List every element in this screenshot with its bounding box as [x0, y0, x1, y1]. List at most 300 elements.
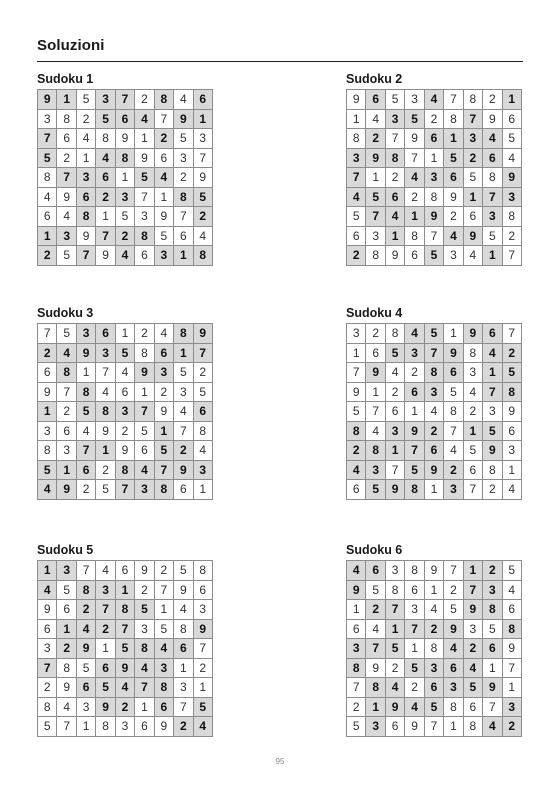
sudoku-row: [38, 678, 213, 698]
sudoku-cell: 8: [96, 402, 115, 422]
sudoku-cell: 1: [463, 187, 482, 207]
sudoku-cell: 8: [347, 658, 366, 678]
sudoku-cell: 8: [57, 363, 76, 383]
sudoku-cell: 3: [57, 226, 76, 246]
sudoku-cell: 5: [405, 658, 424, 678]
sudoku-cell: 5: [57, 580, 76, 600]
sudoku-cell: 9: [405, 421, 424, 441]
sudoku-cell: 7: [76, 246, 95, 266]
sudoku-cell: 6: [193, 402, 213, 422]
sudoku-cell: 2: [366, 324, 385, 344]
sudoku-row: [347, 324, 522, 344]
sudoku-cell: 5: [38, 148, 57, 168]
sudoku-cell: 8: [483, 460, 502, 480]
sudoku-cell: 1: [405, 402, 424, 422]
sudoku-cell: 6: [347, 480, 366, 500]
sudoku-cell: 2: [38, 678, 57, 698]
sudoku-cell: 4: [405, 168, 424, 188]
sudoku-cell: 7: [38, 658, 57, 678]
sudoku-cell: 9: [366, 658, 385, 678]
sudoku-cell: 2: [405, 187, 424, 207]
sudoku-cell: 9: [502, 168, 522, 188]
sudoku-cell: 1: [193, 109, 213, 129]
sudoku-cell: 3: [424, 168, 443, 188]
sudoku-solution-4: [346, 306, 522, 500]
sudoku-cell: 3: [366, 460, 385, 480]
sudoku-cell: 8: [96, 717, 115, 737]
sudoku-cell: 7: [463, 109, 482, 129]
sudoku-cell: 4: [366, 109, 385, 129]
sudoku-cell: 2: [463, 402, 482, 422]
sudoku-cell: 8: [193, 421, 213, 441]
sudoku-cell: 3: [444, 480, 463, 500]
sudoku-cell: 9: [385, 480, 404, 500]
sudoku-cell: 2: [135, 324, 154, 344]
sudoku-cell: 1: [502, 678, 522, 698]
sudoku-cell: 7: [135, 402, 154, 422]
sudoku-cell: 9: [405, 129, 424, 149]
sudoku-cell: 5: [193, 187, 213, 207]
sudoku-cell: 5: [76, 90, 95, 110]
sudoku-cell: 6: [57, 421, 76, 441]
sudoku-cell: 1: [347, 109, 366, 129]
sudoku-cell: 1: [135, 697, 154, 717]
sudoku-cell: 3: [135, 480, 154, 500]
sudoku-cell: 8: [115, 460, 134, 480]
sudoku-cell: 6: [115, 561, 134, 581]
sudoku-cell: 7: [115, 90, 134, 110]
sudoku-cell: 6: [502, 421, 522, 441]
sudoku-cell: 3: [96, 580, 115, 600]
sudoku-cell: 5: [463, 441, 482, 461]
sudoku-cell: 6: [174, 226, 193, 246]
sudoku-title: Sudoku 4: [346, 306, 403, 320]
sudoku-cell: 7: [424, 226, 443, 246]
sudoku-cell: 7: [463, 580, 482, 600]
sudoku-cell: 5: [193, 697, 213, 717]
sudoku-cell: 2: [193, 363, 213, 383]
sudoku-cell: 4: [38, 480, 57, 500]
sudoku-cell: 8: [502, 207, 522, 227]
sudoku-row: [38, 226, 213, 246]
sudoku-cell: 9: [424, 561, 443, 581]
sudoku-cell: 1: [76, 717, 95, 737]
sudoku-cell: 4: [76, 619, 95, 639]
sudoku-cell: 4: [463, 382, 482, 402]
sudoku-grid: [346, 323, 522, 500]
sudoku-cell: 4: [154, 324, 173, 344]
sudoku-cell: 5: [366, 187, 385, 207]
sudoku-cell: 3: [174, 678, 193, 698]
sudoku-cell: 4: [76, 421, 95, 441]
sudoku-cell: 3: [193, 460, 213, 480]
sudoku-row: [347, 382, 522, 402]
sudoku-cell: 2: [154, 382, 173, 402]
sudoku-cell: 8: [115, 600, 134, 620]
sudoku-cell: 5: [385, 343, 404, 363]
sudoku-cell: 3: [463, 619, 482, 639]
sudoku-solution-3: [37, 306, 213, 500]
sudoku-cell: 2: [347, 697, 366, 717]
sudoku-cell: 3: [405, 600, 424, 620]
sudoku-cell: 6: [463, 697, 482, 717]
sudoku-cell: 2: [483, 561, 502, 581]
sudoku-grid: [346, 560, 522, 737]
sudoku-cell: 2: [424, 619, 443, 639]
sudoku-grid: [346, 89, 522, 266]
sudoku-cell: 6: [193, 90, 213, 110]
sudoku-cell: 2: [193, 658, 213, 678]
sudoku-cell: 2: [115, 421, 134, 441]
sudoku-cell: 7: [424, 717, 443, 737]
sudoku-cell: 4: [385, 678, 404, 698]
sudoku-cell: 1: [193, 678, 213, 698]
sudoku-cell: 2: [174, 168, 193, 188]
sudoku-cell: 5: [135, 168, 154, 188]
sudoku-cell: 5: [405, 460, 424, 480]
sudoku-cell: 9: [154, 402, 173, 422]
sudoku-cell: 6: [38, 207, 57, 227]
sudoku-cell: 8: [424, 639, 443, 659]
sudoku-cell: 3: [347, 148, 366, 168]
sudoku-cell: 8: [444, 109, 463, 129]
sudoku-row: [347, 187, 522, 207]
sudoku-cell: 4: [135, 658, 154, 678]
sudoku-cell: 5: [347, 717, 366, 737]
sudoku-cell: 9: [193, 324, 213, 344]
sudoku-cell: 6: [135, 717, 154, 737]
sudoku-cell: 9: [347, 580, 366, 600]
sudoku-cell: 3: [38, 639, 57, 659]
sudoku-cell: 6: [135, 246, 154, 266]
sudoku-cell: 5: [502, 363, 522, 383]
sudoku-cell: 9: [463, 600, 482, 620]
sudoku-cell: 7: [347, 363, 366, 383]
sudoku-cell: 8: [483, 168, 502, 188]
sudoku-cell: 9: [76, 343, 95, 363]
sudoku-cell: 6: [483, 324, 502, 344]
sudoku-cell: 1: [366, 382, 385, 402]
sudoku-cell: 5: [154, 226, 173, 246]
sudoku-row: [38, 363, 213, 383]
sudoku-cell: 2: [463, 148, 482, 168]
sudoku-row: [38, 480, 213, 500]
sudoku-cell: 3: [154, 658, 173, 678]
sudoku-cell: 7: [444, 421, 463, 441]
sudoku-cell: 9: [135, 148, 154, 168]
sudoku-cell: 4: [483, 129, 502, 149]
sudoku-title: Sudoku 1: [37, 72, 94, 86]
sudoku-row: [38, 129, 213, 149]
sudoku-cell: 4: [366, 421, 385, 441]
sudoku-solution-1: [37, 72, 213, 266]
sudoku-cell: 4: [115, 246, 134, 266]
sudoku-cell: 8: [502, 382, 522, 402]
sudoku-cell: 2: [57, 402, 76, 422]
sudoku-cell: 9: [96, 246, 115, 266]
sudoku-row: [38, 717, 213, 737]
sudoku-cell: 9: [76, 226, 95, 246]
sudoku-cell: 4: [38, 580, 57, 600]
sudoku-cell: 8: [366, 441, 385, 461]
sudoku-cell: 6: [154, 343, 173, 363]
sudoku-cell: 1: [385, 441, 404, 461]
sudoku-cell: 6: [57, 600, 76, 620]
sudoku-cell: 5: [96, 109, 115, 129]
sudoku-cell: 8: [385, 324, 404, 344]
sudoku-cell: 4: [174, 600, 193, 620]
sudoku-row: [38, 600, 213, 620]
sudoku-cell: 5: [385, 639, 404, 659]
sudoku-cell: 1: [405, 207, 424, 227]
sudoku-cell: 6: [502, 600, 522, 620]
sudoku-cell: 1: [193, 480, 213, 500]
sudoku-grid: [37, 323, 213, 500]
sudoku-cell: 8: [405, 561, 424, 581]
sudoku-cell: 8: [154, 480, 173, 500]
sudoku-cell: 5: [502, 129, 522, 149]
sudoku-cell: 1: [483, 246, 502, 266]
sudoku-cell: 8: [347, 421, 366, 441]
sudoku-cell: 9: [424, 460, 443, 480]
sudoku-cell: 9: [405, 717, 424, 737]
sudoku-cell: 3: [76, 168, 95, 188]
sudoku-row: [347, 246, 522, 266]
sudoku-cell: 4: [502, 580, 522, 600]
sudoku-cell: 7: [154, 580, 173, 600]
sudoku-cell: 4: [96, 148, 115, 168]
sudoku-cell: 6: [174, 639, 193, 659]
sudoku-cell: 5: [483, 226, 502, 246]
sudoku-cell: 5: [154, 619, 173, 639]
sudoku-cell: 3: [502, 187, 522, 207]
sudoku-cell: 8: [424, 363, 443, 383]
sudoku-cell: 3: [347, 324, 366, 344]
sudoku-cell: 9: [463, 226, 482, 246]
sudoku-cell: 1: [366, 168, 385, 188]
sudoku-cell: 3: [193, 129, 213, 149]
sudoku-row: [347, 697, 522, 717]
sudoku-cell: 6: [444, 363, 463, 383]
sudoku-cell: 4: [96, 561, 115, 581]
sudoku-cell: 7: [366, 207, 385, 227]
sudoku-cell: 1: [502, 90, 522, 110]
sudoku-row: [38, 639, 213, 659]
sudoku-cell: 2: [502, 343, 522, 363]
sudoku-cell: 3: [463, 129, 482, 149]
sudoku-cell: 3: [38, 109, 57, 129]
sudoku-cell: 9: [193, 619, 213, 639]
sudoku-cell: 3: [502, 697, 522, 717]
sudoku-cell: 1: [424, 148, 443, 168]
sudoku-cell: 5: [444, 382, 463, 402]
sudoku-cell: 7: [193, 148, 213, 168]
sudoku-cell: 9: [502, 402, 522, 422]
sudoku-cell: 4: [174, 402, 193, 422]
sudoku-cell: 4: [405, 697, 424, 717]
sudoku-cell: 8: [347, 129, 366, 149]
sudoku-cell: 4: [57, 343, 76, 363]
sudoku-cell: 8: [385, 580, 404, 600]
sudoku-cell: 6: [76, 187, 95, 207]
sudoku-cell: 6: [444, 168, 463, 188]
sudoku-cell: 8: [483, 600, 502, 620]
sudoku-cell: 7: [174, 697, 193, 717]
sudoku-cell: 1: [174, 246, 193, 266]
sudoku-cell: 3: [76, 324, 95, 344]
sudoku-cell: 1: [174, 343, 193, 363]
sudoku-cell: 9: [174, 580, 193, 600]
sudoku-cell: 8: [76, 207, 95, 227]
sudoku-cell: 3: [385, 421, 404, 441]
sudoku-cell: 8: [57, 658, 76, 678]
sudoku-cell: 7: [366, 639, 385, 659]
sudoku-cell: 5: [385, 90, 404, 110]
sudoku-cell: 4: [135, 460, 154, 480]
sudoku-cell: 2: [483, 90, 502, 110]
sudoku-cell: 6: [405, 580, 424, 600]
sudoku-cell: 3: [154, 363, 173, 383]
sudoku-cell: 1: [38, 226, 57, 246]
sudoku-cell: 3: [154, 246, 173, 266]
sudoku-cell: 5: [405, 109, 424, 129]
sudoku-cell: 6: [96, 168, 115, 188]
sudoku-cell: 1: [115, 168, 134, 188]
sudoku-row: [38, 324, 213, 344]
sudoku-row: [38, 90, 213, 110]
sudoku-cell: 2: [424, 421, 443, 441]
sudoku-cell: 2: [405, 678, 424, 698]
sudoku-solution-5: [37, 543, 213, 737]
sudoku-cell: 8: [38, 697, 57, 717]
sudoku-row: [347, 363, 522, 383]
sudoku-cell: 6: [366, 90, 385, 110]
sudoku-cell: 5: [424, 697, 443, 717]
sudoku-cell: 9: [135, 561, 154, 581]
sudoku-cell: 1: [463, 561, 482, 581]
sudoku-row: [38, 109, 213, 129]
sudoku-cell: 2: [405, 363, 424, 383]
sudoku-cell: 5: [57, 246, 76, 266]
sudoku-cell: 4: [385, 363, 404, 383]
sudoku-cell: 6: [38, 363, 57, 383]
sudoku-row: [38, 187, 213, 207]
sudoku-cell: 5: [347, 207, 366, 227]
sudoku-cell: 7: [96, 600, 115, 620]
sudoku-cell: 2: [96, 187, 115, 207]
sudoku-cell: 9: [174, 109, 193, 129]
sudoku-cell: 9: [115, 441, 134, 461]
sudoku-cell: 4: [366, 619, 385, 639]
sudoku-cell: 4: [405, 324, 424, 344]
sudoku-cell: 7: [96, 363, 115, 383]
sudoku-grid: [37, 560, 213, 737]
sudoku-cell: 4: [502, 148, 522, 168]
sudoku-cell: 9: [483, 678, 502, 698]
sudoku-cell: 5: [174, 561, 193, 581]
sudoku-cell: 8: [174, 619, 193, 639]
sudoku-cell: 9: [57, 480, 76, 500]
sudoku-cell: 3: [424, 658, 443, 678]
sudoku-cell: 3: [366, 717, 385, 737]
sudoku-cell: 7: [347, 168, 366, 188]
sudoku-row: [38, 207, 213, 227]
sudoku-cell: 1: [115, 324, 134, 344]
sudoku-cell: 9: [347, 90, 366, 110]
sudoku-cell: 6: [463, 460, 482, 480]
sudoku-cell: 8: [463, 90, 482, 110]
sudoku-cell: 5: [463, 678, 482, 698]
sudoku-row: [347, 619, 522, 639]
sudoku-cell: 9: [135, 363, 154, 383]
sudoku-cell: 1: [366, 697, 385, 717]
sudoku-cell: 2: [76, 600, 95, 620]
sudoku-cell: 1: [96, 441, 115, 461]
sudoku-cell: 3: [76, 697, 95, 717]
sudoku-cell: 2: [57, 639, 76, 659]
sudoku-cell: 7: [76, 441, 95, 461]
sudoku-cell: 4: [96, 382, 115, 402]
sudoku-cell: 8: [38, 441, 57, 461]
sudoku-cell: 6: [385, 717, 404, 737]
sudoku-row: [347, 207, 522, 227]
sudoku-cell: 3: [385, 109, 404, 129]
sudoku-cell: 2: [96, 460, 115, 480]
sudoku-cell: 8: [405, 480, 424, 500]
page-number: 95: [275, 757, 285, 766]
page-title: Soluzioni: [37, 37, 105, 54]
sudoku-cell: 1: [38, 402, 57, 422]
sudoku-cell: 9: [444, 343, 463, 363]
sudoku-cell: 1: [154, 421, 173, 441]
sudoku-cell: 3: [405, 90, 424, 110]
sudoku-cell: 2: [76, 480, 95, 500]
sudoku-cell: 1: [444, 717, 463, 737]
sudoku-cell: 5: [463, 168, 482, 188]
sudoku-row: [38, 441, 213, 461]
sudoku-cell: 7: [76, 561, 95, 581]
sudoku-cell: 7: [115, 480, 134, 500]
sudoku-cell: 1: [444, 129, 463, 149]
sudoku-cell: 8: [444, 402, 463, 422]
sudoku-cell: 7: [96, 226, 115, 246]
sudoku-cell: 7: [154, 109, 173, 129]
sudoku-solution-6: [346, 543, 522, 737]
sudoku-cell: 2: [444, 207, 463, 227]
sudoku-cell: 5: [96, 480, 115, 500]
sudoku-cell: 8: [154, 678, 173, 698]
sudoku-cell: 2: [502, 226, 522, 246]
sudoku-cell: 6: [483, 148, 502, 168]
sudoku-cell: 3: [115, 187, 134, 207]
sudoku-cell: 4: [483, 717, 502, 737]
sudoku-cell: 5: [135, 600, 154, 620]
sudoku-cell: 5: [174, 129, 193, 149]
sudoku-cell: 8: [502, 619, 522, 639]
sudoku-cell: 8: [38, 168, 57, 188]
sudoku-cell: 6: [424, 678, 443, 698]
sudoku-cell: 4: [154, 639, 173, 659]
sudoku-title: Sudoku 6: [346, 543, 403, 557]
sudoku-cell: 8: [135, 343, 154, 363]
sudoku-solution-2: [346, 72, 522, 266]
sudoku-row: [38, 460, 213, 480]
sudoku-cell: 7: [174, 207, 193, 227]
sudoku-row: [38, 148, 213, 168]
sudoku-cell: 1: [385, 226, 404, 246]
sudoku-cell: 3: [38, 421, 57, 441]
sudoku-cell: 9: [193, 168, 213, 188]
